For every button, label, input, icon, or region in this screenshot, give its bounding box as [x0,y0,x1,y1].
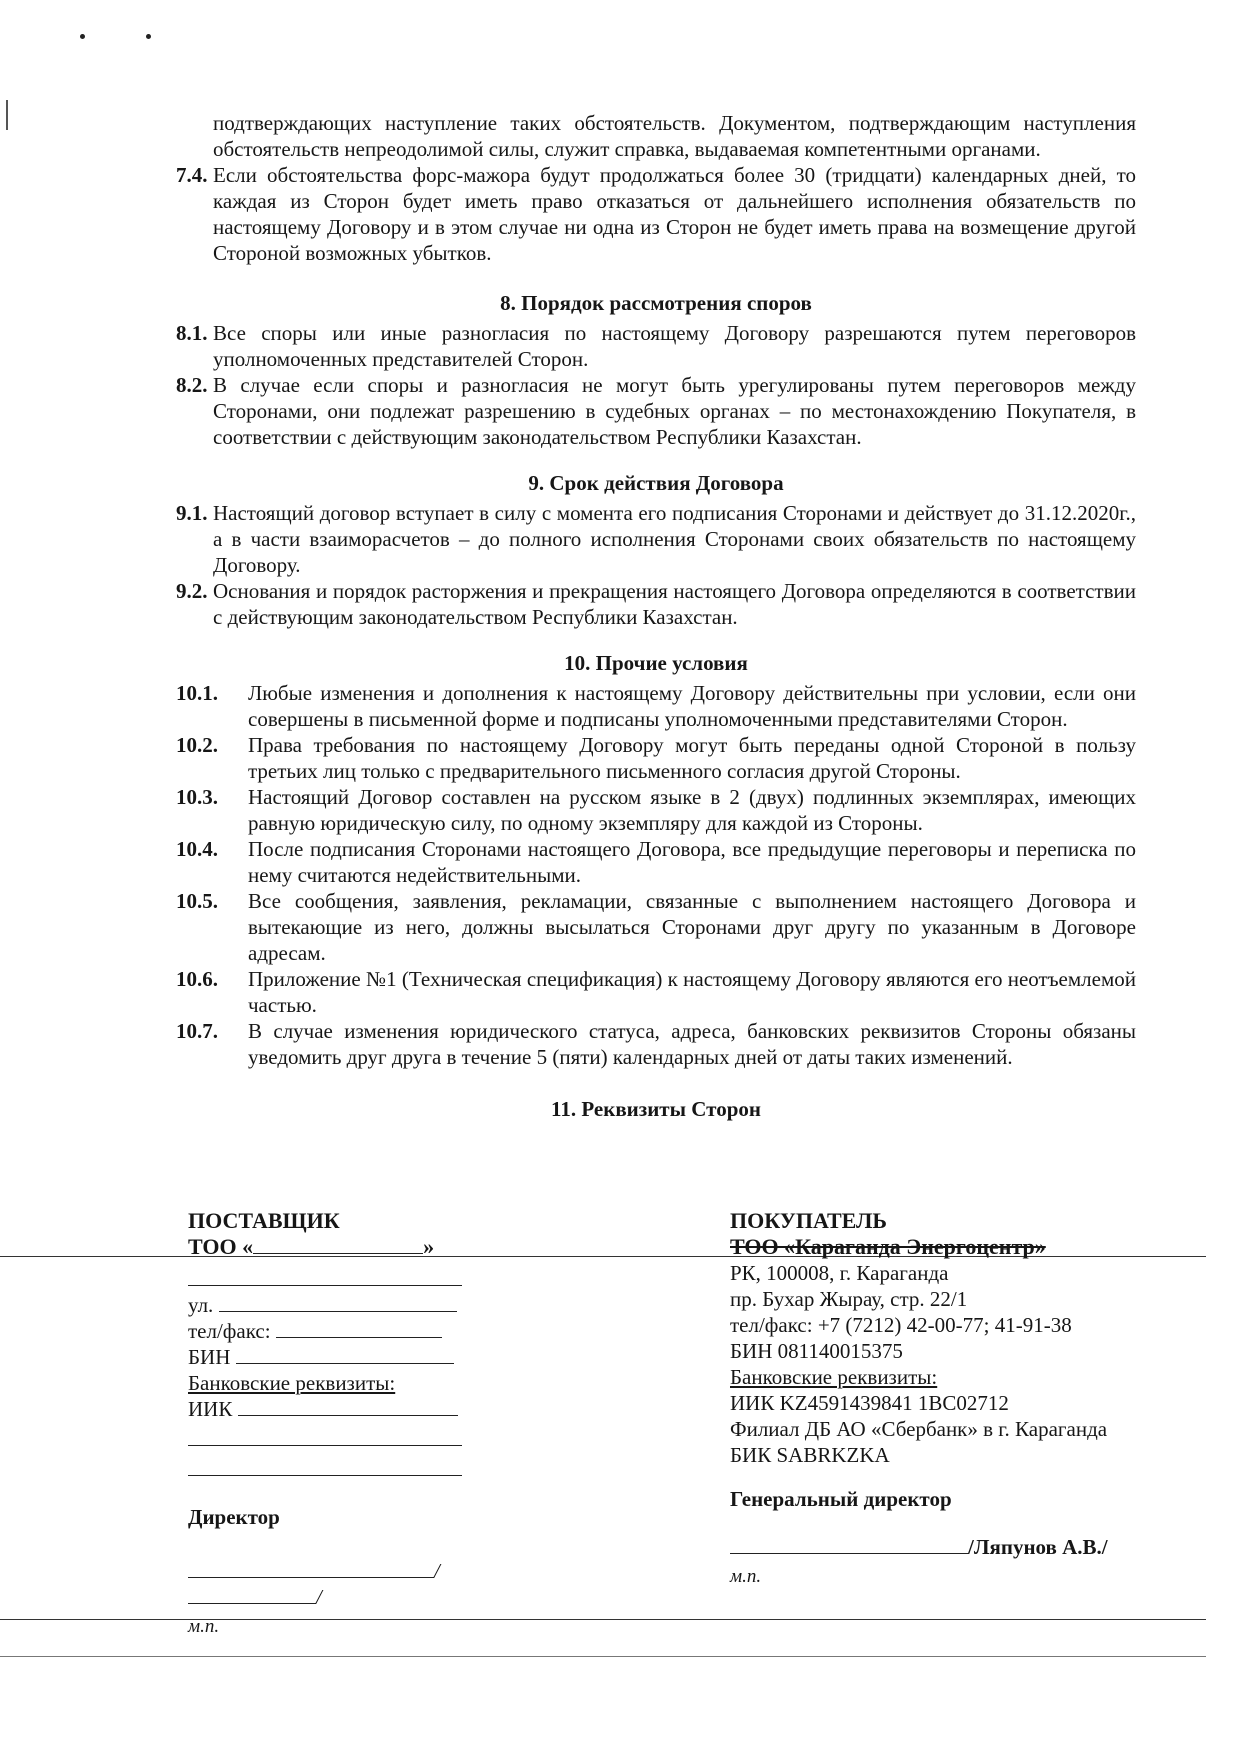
clause-number: 10.4. [176,837,218,861]
clause-9-1 [176,500,1136,578]
supplier-signature-blank[interactable] [188,1559,434,1578]
clause-8-1 [176,320,1136,372]
supplier-street [188,1292,508,1318]
signature-slash: / [434,1559,440,1583]
clause-8-2 [176,372,1136,450]
buyer-bank-label: Банковские реквизиты: [730,1365,938,1389]
clause-number: 10.5. [176,889,218,913]
supplier-phone-label: тел/факс: [188,1319,271,1343]
buyer-iik: ИИК KZ4591439841 1BC02712 [730,1391,1009,1415]
clause-text: Все сообщения, заявления, рекламации, связанные с выполнением настоящего Договора и вытекающие из него, должны высылаться Сторонами друг другу по указанным в Договоре адресам. [248,889,1136,965]
clause-number: 10.2. [176,733,218,757]
supplier-blank-line [188,1266,508,1292]
supplier-org [188,1234,508,1260]
buyer-signature-blank[interactable] [730,1535,968,1554]
clause-number: 8.1. [176,321,208,345]
supplier-org-prefix: ТОО « [188,1234,254,1259]
clause-10-5 [176,888,1136,966]
buyer-phone: тел/факс: +7 (7212) 42-00-77; 41-91-38 [730,1313,1072,1337]
supplier-org-suffix: » [423,1234,435,1259]
supplier-iik-label: ИИК [188,1397,233,1421]
clause-text: В случае изменения юридического статуса, адреса, банковских реквизитов Стороны обязаны уведомить друг друга в течение 5 (пяти) календарных дней от даты таких изменений. [248,1019,1136,1069]
supplier-title: ПОСТАВЩИК [188,1208,340,1233]
supplier-phone [188,1318,508,1344]
clause-number: 10.1. [176,681,218,705]
supplier-director: Директор [188,1505,280,1529]
supplier-street-blank[interactable] [219,1293,457,1312]
supplier-blank-line [188,1426,508,1452]
supplier-name-blank[interactable] [188,1585,316,1604]
clause-text: Права требования по настоящему Договору могут быть переданы одной Стороной в пользу третьих лиц только с предварительного письменного согласия другой Стороны. [248,733,1136,783]
supplier-bank-label: Банковские реквизиты: [188,1371,396,1395]
clause-text: Приложение №1 (Техническая спецификация) к настоящему Договору являются его неотъемлемой частью. [248,967,1136,1017]
buyer-bik: БИК SABRKZKA [730,1443,890,1467]
supplier-block [188,1208,508,1640]
clause-text: В случае если споры и разногласия не могут быть урегулированы путем переговоров между Сторонами, они подлежат разрешению в судебных органах – по местонахождению Покупателя, в соответствии с действующим законодательством Республики Казахстан. [213,373,1136,449]
clause-number: 9.2. [176,579,208,603]
section-11-title: 11. Реквизиты Сторон [551,1097,761,1121]
buyer-signature-line [730,1534,1150,1560]
clause-text: Все споры или иные разногласия по настоящему Договору разрешаются путем переговоров уполномоченных представителей Сторон. [213,321,1136,371]
supplier-blank-line [188,1456,508,1482]
supplier-iik [188,1396,508,1422]
clause-number: 10.7. [176,1019,218,1043]
supplier-signature-line [188,1558,508,1610]
clause-text: Любые изменения и дополнения к настоящему Договору действительны при условии, если они совершены в письменной форме и подписаны уполномоченными представителями Сторон. [248,681,1136,731]
horizontal-rule [0,1619,1206,1620]
buyer-address-2: пр. Бухар Жырау, стр. 22/1 [730,1287,968,1311]
clause-text: Настоящий Договор составлен на русском языке в 2 (двух) подлинных экземплярах, имеющих равную юридическую силу, по одному экземпляру для каждой из Стороны. [248,785,1136,835]
contract-body [176,110,1136,1126]
scan-mark-dot [80,34,85,39]
supplier-iik-blank[interactable] [238,1397,458,1416]
buyer-address-1: РК, 100008, г. Караганда [730,1261,949,1285]
clause-text: После подписания Сторонами настоящего Договора, все предыдущие переговоры и переписка по нему считаются недействительными. [248,837,1136,887]
signature-slash: / [316,1585,322,1609]
clause-10-7 [176,1018,1136,1070]
section-10-title: 10. Прочие условия [564,651,748,675]
buyer-block [730,1208,1150,1590]
section-9-title: 9. Срок действия Договора [528,471,784,495]
buyer-bin: БИН 081140015375 [730,1339,903,1363]
clause-9-2 [176,578,1136,630]
supplier-bank-blank-1[interactable] [188,1427,462,1446]
section-8-title: 8. Порядок рассмотрения споров [500,291,812,315]
clause-7-4 [176,162,1136,266]
clause-10-1 [176,680,1136,732]
clause-number: 10.3. [176,785,218,809]
clause-text: Основания и порядок расторжения и прекращения настоящего Договора определяются в соответствии с действующим законодательством Республики Казахстан. [213,579,1136,629]
buyer-director: Генеральный директор [730,1487,952,1511]
supplier-phone-blank[interactable] [276,1319,442,1338]
supplier-bin [188,1344,508,1370]
buyer-stamp-place: м.п. [730,1566,762,1587]
clause-number: 7.4. [176,163,208,187]
continuation-paragraph: подтверждающих наступление таких обстоятельств. Документом, подтверждающим наступления обстоятельств непреодолимой силы, служит справка, выдаваемая компетентными органами. [213,111,1136,161]
buyer-org: ТОО «Караганда Энергоцентр» [730,1234,1046,1259]
supplier-street-label: ул. [188,1293,214,1317]
clause-number: 9.1. [176,501,208,525]
clause-10-4 [176,836,1136,888]
clause-number: 10.6. [176,967,218,991]
clause-number: 8.2. [176,373,208,397]
scan-edge-mark [6,100,8,130]
clause-10-3 [176,784,1136,836]
clause-10-2 [176,732,1136,784]
scan-mark-dot [146,34,151,39]
supplier-org-extra-blank[interactable] [188,1267,462,1286]
buyer-signer: /Ляпунов А.В./ [968,1535,1108,1559]
supplier-org-blank[interactable] [253,1235,423,1254]
supplier-bin-blank[interactable] [236,1345,454,1364]
buyer-title: ПОКУПАТЕЛЬ [730,1208,887,1233]
buyer-branch: Филиал ДБ АО «Сбербанк» в г. Караганда [730,1417,1108,1441]
supplier-stamp-place: м.п. [188,1616,220,1637]
horizontal-rule [0,1656,1206,1657]
clause-text: Настоящий договор вступает в силу с момента его подписания Сторонами и действует до 31.12.2020г., а в части взаиморасчетов – до полного исполнения Сторонами своих обязательств по настоящему Договору. [213,501,1136,577]
clause-10-6 [176,966,1136,1018]
clause-text: Если обстоятельства форс-мажора будут продолжаться более 30 (тридцати) календарных дней, то каждая из Сторон будет иметь право отказаться от дальнейшего исполнения обязательств по настоящему Договору и в этом случае ни одна из Сторон не будет иметь права на возмещение другой Стороной возможных убытков. [213,163,1136,265]
supplier-bin-label: БИН [188,1345,231,1369]
supplier-bank-blank-2[interactable] [188,1457,462,1476]
